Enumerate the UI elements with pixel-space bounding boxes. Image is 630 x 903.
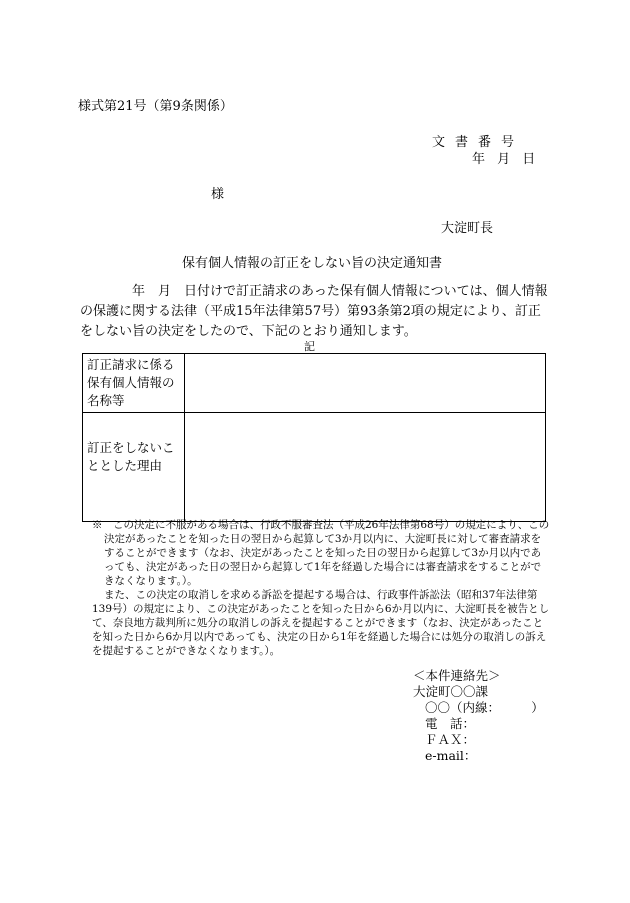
table-label-cell: 訂正をしないこととした理由 — [83, 413, 185, 522]
date-label: 年 月 日 — [472, 152, 540, 167]
note-appeal: ※ この決定に不服がある場合は、行政不服審査法（平成26年法律第68号）の規定により、この決定があったことを知った日の翌日から起算して3か月以内に、大淀町長に対して審査請求をすることができます（なお、決定があったことを知った日の翌日から起算して3か月以内であっても、決定があった日の翌日から起算して1年を経過した場合には審査請求をすることができなくなります。）。 — [92, 519, 550, 587]
addressee-suffix: 様 — [211, 187, 225, 202]
table-row — [83, 413, 546, 522]
info-table — [82, 353, 546, 522]
table-value-cell — [185, 413, 546, 522]
table-label-cell: 訂正請求に係る保有個人情報の名称等 — [83, 354, 185, 413]
contact-fax: ＦＡＸ： — [425, 732, 476, 747]
table-row — [83, 354, 546, 413]
document-title: 保有個人情報の訂正をしない旨の決定通知書 — [182, 256, 443, 271]
note-lawsuit: また、この決定の取消しを求める訴訟を提起する場合は、行政事件訴訟法（昭和37年法律第139号）の規定により、この決定があったことを知った日から6か月以内に、大淀町長を被告として、奈良地方裁判所に処分の取消しの訴えを提起することができます（なお、決定があったことを知った日から6か月以内であっても、決定の日から1年を経過した場合には処分の取消しの訴えを提起することができなくなります。）。 — [92, 589, 550, 657]
contact-block — [413, 668, 544, 764]
contact-heading: ＜本件連絡先＞ — [413, 668, 501, 683]
body-text: 年 月 日付けで訂正請求のあった保有個人情報については、個人情報の保護に関する法律（平成15年法律第57号）第93条第2項の規定により、訂正をしない旨の決定をしたので、下記のとおり通知します。 — [80, 284, 548, 339]
body-paragraph — [80, 282, 550, 342]
contact-email: e-mail： — [425, 748, 477, 763]
table-value-cell — [185, 354, 546, 413]
contact-department: 大淀町〇〇課 — [413, 684, 489, 699]
form-number: 様式第21号（第9条関係） — [78, 99, 233, 114]
ki-label: 記 — [304, 340, 315, 353]
contact-phone: 電 話： — [425, 716, 476, 731]
sender-name: 大淀町長 — [441, 221, 494, 236]
document-number-label: 文書番号 — [432, 135, 525, 150]
contact-person: 〇〇（内線： ） — [425, 700, 544, 715]
notes-section — [92, 518, 550, 658]
